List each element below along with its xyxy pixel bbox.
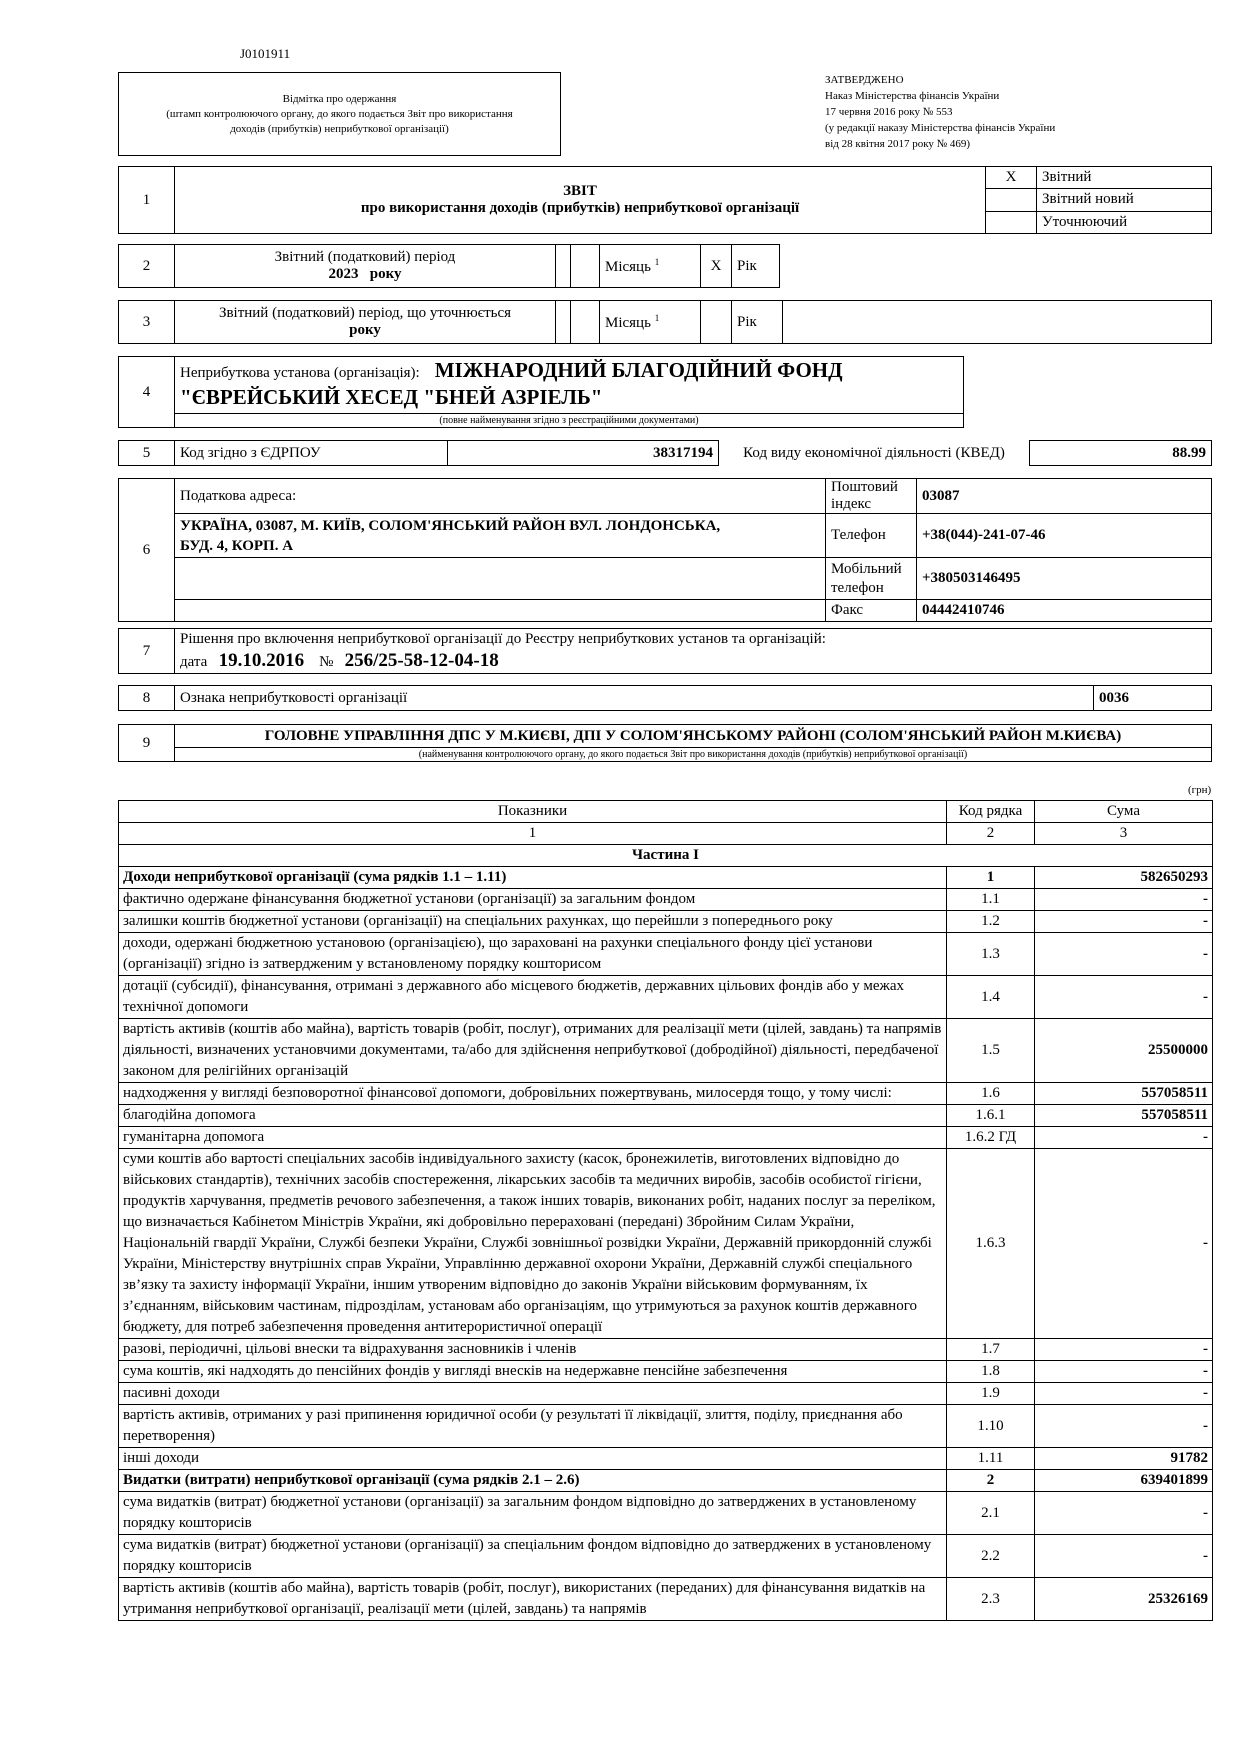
mobile-label — [826, 558, 917, 600]
table-row — [119, 1405, 1213, 1448]
row-label: Видатки (витрати) неприбуткової організації (сума рядків 2.1 – 2.6) — [119, 1470, 947, 1492]
row-label: сума коштів, які надходять до пенсійних фондів у вигляді внесків на недержавне пенсійне забезпечення — [119, 1361, 947, 1383]
authority-note: (найменування контролюючого органу, до якого подається Звіт про використання доходів (прибутків) неприбуткової організації) — [175, 748, 1212, 762]
type-label-new: Звітний новий — [1037, 189, 1212, 211]
address-empty — [175, 600, 826, 622]
row-label: гуманітарна допомога — [119, 1127, 947, 1149]
period-cell — [175, 245, 556, 288]
section-number: 4 — [119, 357, 175, 428]
section-number: 1 — [119, 167, 175, 234]
table-row — [119, 1535, 1213, 1578]
row-label: сума видатків (витрат) бюджетної установи (організації) за спеціальним фондом відповідно до затверджених в установленому порядку кошторисів — [119, 1535, 947, 1578]
column-number: 3 — [1035, 823, 1213, 845]
kved-value: 88.99 — [1030, 441, 1212, 466]
registry-decision-label: Рішення про включення неприбуткової організації до Реєстру неприбуткових установ та організацій: — [180, 631, 826, 647]
report-title-main: ЗВІТ — [563, 183, 597, 199]
fax-label: Факс — [826, 600, 917, 622]
approval-block — [825, 72, 1055, 152]
fax-value: 04442410746 — [917, 600, 1212, 622]
currency-unit: (грн) — [1188, 784, 1212, 796]
postal-label: Поштовий індекс — [826, 479, 917, 514]
table-row — [119, 1470, 1213, 1492]
table-row — [119, 1149, 1213, 1339]
phone-value: +38(044)-241-07-46 — [917, 514, 1212, 558]
table-row — [119, 1492, 1213, 1535]
row-label: дотації (субсидії), фінансування, отримані з державного або місцевого бюджетів, державних цільових фондів або у межах технічної допомоги — [119, 976, 947, 1019]
table-row — [119, 1019, 1213, 1083]
table-row — [119, 1083, 1213, 1105]
date-label: дата — [180, 654, 208, 670]
header-indicators: Показники — [119, 801, 947, 823]
address-line2: БУД. 4, КОРП. А — [180, 537, 294, 554]
row-sum: 91782 — [1035, 1448, 1213, 1470]
section-1-report-type — [118, 166, 1212, 234]
mobile-label-line2: телефон — [831, 579, 884, 596]
approval-line: ЗАТВЕРДЖЕНО — [825, 74, 904, 86]
decision-date: 19.10.2016 — [218, 650, 305, 671]
decision-number: 256/25-58-12-04-18 — [344, 650, 499, 671]
table-row — [119, 889, 1213, 911]
table-row — [119, 1361, 1213, 1383]
row-sum: 557058511 — [1035, 1083, 1213, 1105]
table-row — [119, 976, 1213, 1019]
row-sum: - — [1035, 1405, 1213, 1448]
row-sum: 639401899 — [1035, 1470, 1213, 1492]
row-label: надходження у вигляді безповоротної фінансової допомоги, добровільних пожертвувань, милосердя тощо, у тому числі: — [119, 1083, 947, 1105]
row-sum: - — [1035, 889, 1213, 911]
row-code: 1.6.3 — [947, 1149, 1035, 1339]
row-label: пасивні доходи — [119, 1383, 947, 1405]
type-label-regular: Звітний — [1037, 167, 1212, 189]
table-row — [119, 1105, 1213, 1127]
row-code: 1.9 — [947, 1383, 1035, 1405]
report-title-sub: про використання доходів (прибутків) неприбуткової організації — [360, 200, 800, 216]
table-row — [119, 1383, 1213, 1405]
section-number: 5 — [119, 441, 175, 466]
row-label: вартість активів (коштів або майна), вартість товарів (робіт, послуг), використаних (переданих) для фінансування видатків на утримання неприбуткової організації, реалізації мети (цілей, завдань) та напрямів — [119, 1578, 947, 1621]
month-input-b[interactable] — [571, 301, 600, 344]
indicators-table-body — [119, 801, 1213, 1621]
section-2-period — [118, 244, 780, 288]
part-title-row — [119, 845, 1213, 867]
stamp-line: (штамп контролюючого органу, до якого подається Звіт про використання — [166, 107, 513, 120]
row-label: вартість активів (коштів або майна), вартість товарів (робіт, послуг), отриманих для реалізації мети (цілей, завдань) та напрямів діяльності, визначених установчими документами, та/або для здійснення неприбуткової (добродійної) діяльності, передбаченої законом для релігійних організацій — [119, 1019, 947, 1083]
postal-value: 03087 — [917, 479, 1212, 514]
organization-label: Неприбуткова установа (організація): — [180, 365, 420, 381]
stamp-line: Відмітка про одержання — [282, 92, 397, 105]
section-5-codes — [118, 440, 1212, 466]
row-code: 2 — [947, 1470, 1035, 1492]
section-3-clarified-period — [118, 300, 1212, 344]
address-label: Податкова адреса: — [175, 479, 826, 514]
month-label — [600, 301, 701, 344]
table-header-row — [119, 801, 1213, 823]
approval-line: (у редакції наказу Міністерства фінансів України — [825, 122, 1056, 134]
address-line1: УКРАЇНА, 03087, М. КИЇВ, СОЛОМ'ЯНСЬКИЙ РАЙОН ВУЛ. ЛОНДОНСЬКА, — [180, 517, 721, 534]
table-row — [119, 1448, 1213, 1470]
approval-line: Наказ Міністерства фінансів України — [825, 90, 1000, 102]
row-code: 1.6.2 ГД — [947, 1127, 1035, 1149]
row-code: 2.2 — [947, 1535, 1035, 1578]
row-sum: - — [1035, 1127, 1213, 1149]
type-checkbox-regular[interactable]: Х — [986, 167, 1037, 189]
receipt-stamp-box — [118, 72, 561, 156]
table-row — [119, 1127, 1213, 1149]
period-year-line — [180, 266, 550, 283]
edrpou-value: 38317194 — [448, 441, 719, 466]
organization-name-line1: МІЖНАРОДНИЙ БЛАГОДІЙНИЙ ФОНД — [434, 358, 843, 382]
row-sum: 25500000 — [1035, 1019, 1213, 1083]
period-label: Звітний (податковий) період — [274, 249, 456, 265]
month-input-b[interactable] — [571, 245, 600, 288]
empty-cell — [783, 301, 1212, 344]
table-row — [119, 911, 1213, 933]
section-9-authority — [118, 724, 1212, 762]
organization-note: (повне найменування згідно з реєстраційними документами) — [175, 414, 964, 428]
section-number: 6 — [119, 479, 175, 622]
footnote-mark: 1 — [654, 256, 660, 267]
year-label: Рік — [732, 301, 783, 344]
row-label: сума видатків (витрат) бюджетної установи (організації) за загальним фондом відповідно до затверджених в установленому порядку кошторисів — [119, 1492, 947, 1535]
section-number: 2 — [119, 245, 175, 288]
phone-label: Телефон — [826, 514, 917, 558]
table-row — [119, 933, 1213, 976]
section-7-registry-decision — [118, 628, 1212, 674]
column-number: 2 — [947, 823, 1035, 845]
clarified-year-suffix: року — [349, 322, 381, 338]
row-code: 1.10 — [947, 1405, 1035, 1448]
registry-decision-cell — [175, 629, 1212, 674]
row-sum: - — [1035, 933, 1213, 976]
section-number: 9 — [119, 725, 175, 762]
row-label: залишки коштів бюджетної установи (організації) на спеціальних рахунках, що перейшли з попереднього року — [119, 911, 947, 933]
indicators-table — [118, 800, 1213, 1621]
kved-label: Код виду економічної діяльності (КВЕД) — [719, 441, 1030, 466]
row-sum: - — [1035, 911, 1213, 933]
section-4-organization — [118, 356, 964, 428]
header-sum: Сума — [1035, 801, 1213, 823]
row-label: фактично одержане фінансування бюджетної установи (організації) за загальним фондом — [119, 889, 947, 911]
report-title — [175, 167, 986, 234]
row-sum: - — [1035, 1339, 1213, 1361]
row-label: разові, періодичні, цільові внески та відрахування засновників і членів — [119, 1339, 947, 1361]
section-6-address — [118, 478, 1212, 622]
row-label: Доходи неприбуткової організації (сума рядків 1.1 – 1.11) — [119, 867, 947, 889]
table-row — [119, 867, 1213, 889]
nonprofit-sign-label: Ознака неприбутковості організації — [175, 686, 1094, 711]
month-input-a[interactable] — [556, 245, 571, 288]
row-code: 1.2 — [947, 911, 1035, 933]
row-sum: 25326169 — [1035, 1578, 1213, 1621]
section-8-nonprofit-sign — [118, 685, 1212, 711]
header-code: Код рядка — [947, 801, 1035, 823]
row-code: 1.1 — [947, 889, 1035, 911]
row-sum: 557058511 — [1035, 1105, 1213, 1127]
row-sum: - — [1035, 1492, 1213, 1535]
row-label: вартість активів, отриманих у разі припинення юридичної особи (у результаті її ліквідації, злиття, поділу, приєднання або перетворення) — [119, 1405, 947, 1448]
approval-line: від 28 квітня 2017 року № 469) — [825, 138, 971, 150]
period-year-suffix: року — [369, 266, 402, 282]
address-empty — [175, 558, 826, 600]
section-number: 8 — [119, 686, 175, 711]
table-row — [119, 1339, 1213, 1361]
address-value — [175, 514, 826, 558]
column-number-row — [119, 823, 1213, 845]
section-number: 3 — [119, 301, 175, 344]
form-code: J0101911 — [240, 46, 291, 61]
stamp-line: доходів (прибутків) неприбуткової організації) — [230, 122, 449, 135]
row-sum: - — [1035, 1149, 1213, 1339]
organization-name-cell — [175, 357, 964, 414]
row-sum: - — [1035, 976, 1213, 1019]
row-code: 2.1 — [947, 1492, 1035, 1535]
part-title: Частина I — [119, 845, 1213, 867]
row-label: благодійна допомога — [119, 1105, 947, 1127]
footnote-mark: 1 — [654, 312, 660, 323]
type-checkbox-clarifying[interactable] — [986, 211, 1037, 233]
month-input-a[interactable] — [556, 301, 571, 344]
row-code: 1.6 — [947, 1083, 1035, 1105]
row-code: 1.3 — [947, 933, 1035, 976]
organization-name-line2: "ЄВРЕЙСЬКИЙ ХЕСЕД "БНЕЙ АЗРІЕЛЬ" — [180, 385, 603, 409]
row-label: інші доходи — [119, 1448, 947, 1470]
nonprofit-sign-value: 0036 — [1094, 686, 1212, 711]
month-text: Місяць — [605, 258, 651, 275]
type-checkbox-new[interactable] — [986, 189, 1037, 211]
table-row — [119, 1578, 1213, 1621]
mobile-value: +380503146495 — [917, 558, 1212, 600]
column-number: 1 — [119, 823, 947, 845]
month-label — [600, 245, 701, 288]
row-sum: 582650293 — [1035, 867, 1213, 889]
row-code: 1.6.1 — [947, 1105, 1035, 1127]
row-code: 1.8 — [947, 1361, 1035, 1383]
row-label: суми коштів або вартості спеціальних засобів індивідуального захисту (касок, бронежилетів, виготовлених відповідно до військових стандартів), технічних засобів спостереження, лікарських засобів та медичних виробів, засобів особистої гігієни, продуктів харчування, предметів речового забезпечення, а також інших товарів, виконаних робіт, наданих послуг за переліком, що визначається Кабінетом Міністрів України, які добровільно перераховані (передані) Збройним Силам України, Національній гвардії України, Службі безпеки України, Службі зовнішньої розвідки України, Державній прикордонній службі України, Міністерству внутрішніх справ України, Управлінню державної охорони України, Державній службі спеціального зв’язку та захисту інформації України, іншим утвореним відповідно до законів України військовим формуванням, їх з’єднанням, військовим частинам, підрозділам, установам або організаціям, що утримуються за рахунок коштів державного бюджету, для потреб забезпечення проведення антитерористичної операції — [119, 1149, 947, 1339]
registry-decision-values — [180, 650, 1206, 673]
row-code: 1.7 — [947, 1339, 1035, 1361]
clarified-period-cell — [175, 301, 556, 344]
period-year: 2023 — [328, 266, 359, 282]
row-label: доходи, одержані бюджетною установою (організацією), що зараховані на рахунки спеціального фонду цієї установи (організації) згідно із затвердженим у встановленому порядку кошторисом — [119, 933, 947, 976]
row-code: 1.4 — [947, 976, 1035, 1019]
type-label-clarifying: Уточнюючий — [1037, 211, 1212, 233]
row-code: 1.5 — [947, 1019, 1035, 1083]
row-code: 1 — [947, 867, 1035, 889]
authority-name: ГОЛОВНЕ УПРАВЛІННЯ ДПС У М.КИЄВІ, ДПІ У СОЛОМ'ЯНСЬКОМУ РАЙОНІ (СОЛОМ'ЯНСЬКИЙ РАЙОН М.КИЄВА) — [175, 725, 1212, 748]
row-sum: - — [1035, 1535, 1213, 1578]
month-text: Місяць — [605, 314, 651, 331]
year-label: Рік — [732, 245, 780, 288]
section-number: 7 — [119, 629, 175, 674]
row-code: 2.3 — [947, 1578, 1035, 1621]
row-sum: - — [1035, 1361, 1213, 1383]
year-checkbox[interactable]: Х — [701, 245, 732, 288]
row-code: 1.11 — [947, 1448, 1035, 1470]
mobile-label-line1: Мобільний — [831, 560, 902, 577]
edrpou-label: Код згідно з ЄДРПОУ — [175, 441, 448, 466]
year-checkbox[interactable] — [701, 301, 732, 344]
row-sum: - — [1035, 1383, 1213, 1405]
approval-line: 17 червня 2016 року № 553 — [825, 106, 953, 118]
clarified-period-label: Звітний (податковий) період, що уточнюється — [218, 305, 512, 321]
number-label: № — [319, 654, 334, 670]
